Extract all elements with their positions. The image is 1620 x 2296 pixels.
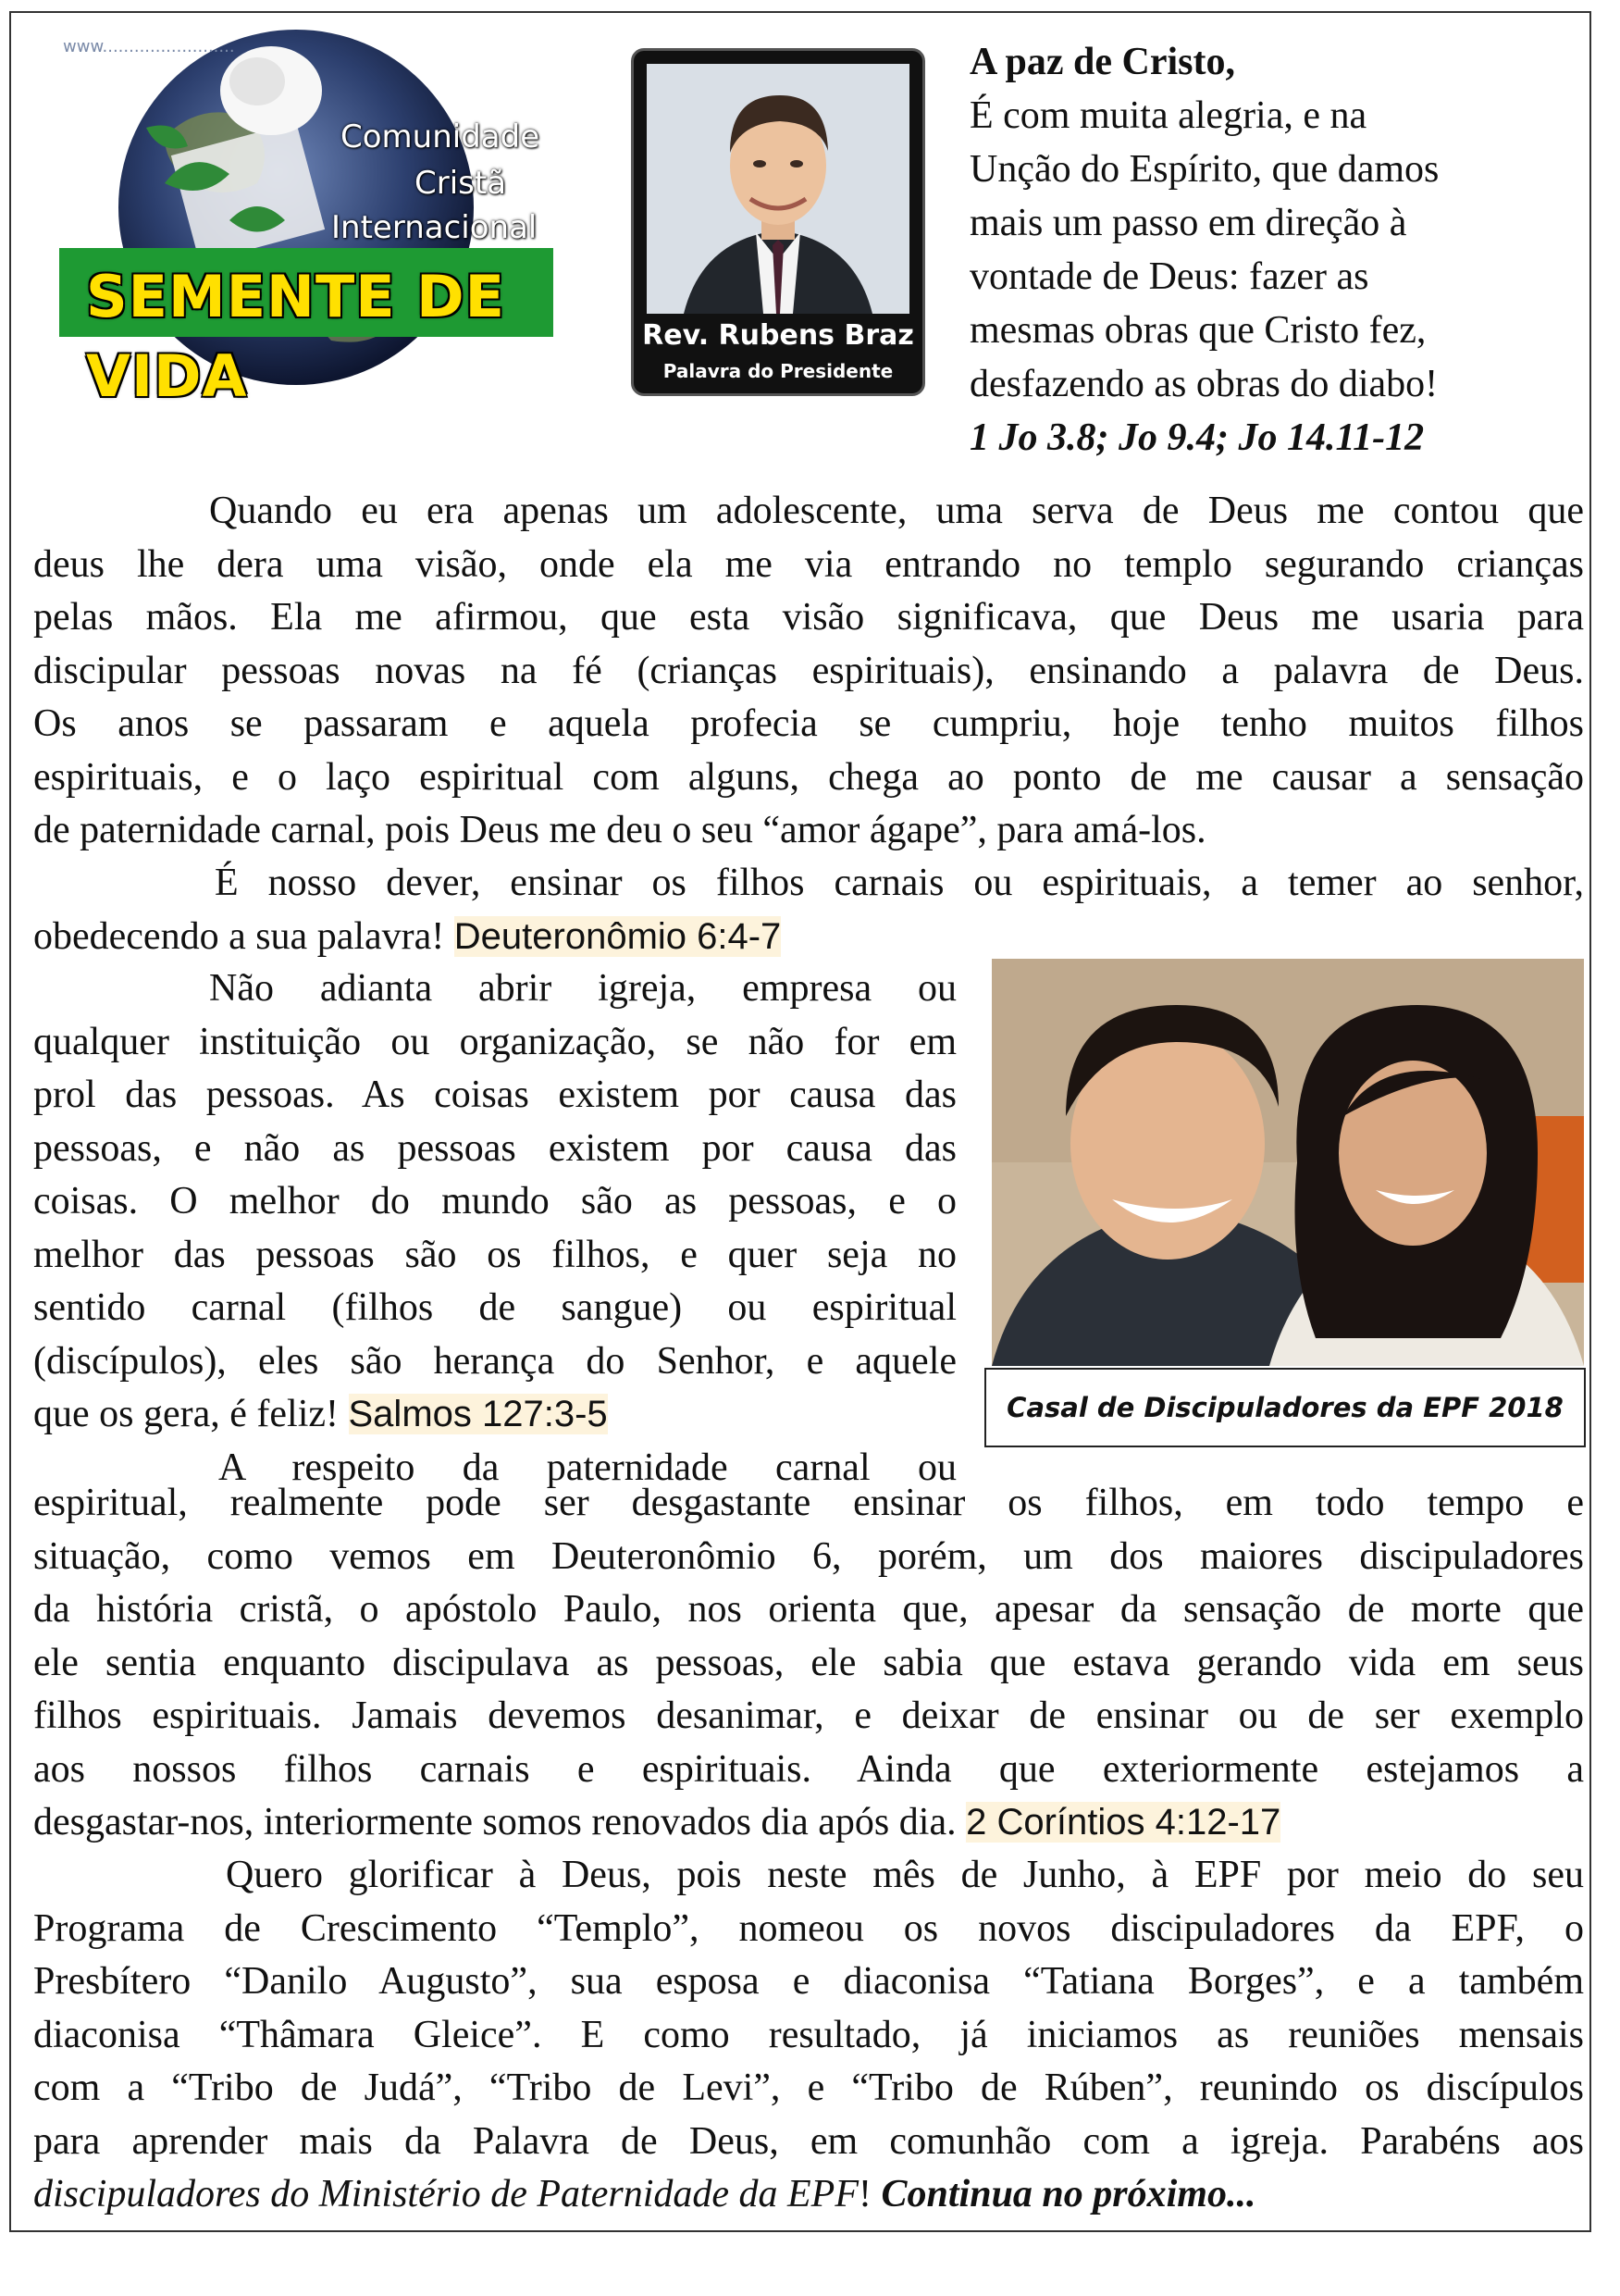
- p3-line: prol das pessoas. As coisas existem por causa das: [33, 1074, 957, 1116]
- p3-line: sentido carnal (filhos de sangue) ou espiritual: [33, 1286, 957, 1329]
- p3-line: que os gera, é feliz!: [33, 1393, 339, 1435]
- paragraph-2: [33, 857, 1584, 963]
- p1-line: Quando eu era apenas um adolescente, uma serva de Deus me contou que: [209, 490, 1584, 532]
- couple-photo: [992, 959, 1584, 1366]
- p1-line: pelas mãos. Ela me afirmou, que esta visão significava, que Deus me usaria para: [33, 596, 1584, 639]
- continue-note: Continua no próximo...: [881, 2173, 1256, 2215]
- p4-line: A respeito da paternidade carnal ou: [218, 1446, 957, 1489]
- president-portrait-card: [631, 48, 925, 396]
- greeting: A paz de Cristo,: [970, 41, 1235, 83]
- logo-line-3: Internacional: [331, 209, 538, 246]
- p1-line: Os anos se passaram e aquela profecia se cumpriu, hoje tenho muitos filhos: [33, 702, 1584, 745]
- paragraph-3: [33, 962, 957, 1495]
- p1-line: discipular pessoas novas na fé (crianças espirituais), ensinando a palavra de Deus.: [33, 649, 1584, 692]
- intro-block: [970, 35, 1580, 465]
- p3-line: qualquer instituição ou organização, se não for em: [33, 1020, 957, 1063]
- p5-line: Programa de Crescimento “Templo”, nomeou os novos discipuladores da EPF, o: [33, 1906, 1584, 1950]
- p4-line: espiritual, realmente pode ser desgastante ensinar os filhos, em todo tempo e: [33, 1482, 1584, 1524]
- watermark-url: www.........................: [63, 37, 235, 56]
- president-name: Rev. Rubens Braz: [642, 319, 914, 352]
- scripture-reference: Deuteronômio 6:4-7: [453, 915, 782, 957]
- p3-line: (discípulos), eles são herança do Senhor, e aquele: [33, 1339, 957, 1383]
- p5-line: Quero glorificar à Deus, pois neste mês de Junho, à EPF por meio do seu: [226, 1854, 1584, 1896]
- p4-line: situação, como vemos em Deuteronômio 6, porém, um dos maiores discipuladores: [33, 1534, 1584, 1578]
- p3-line: Não adianta abrir igreja, empresa ou: [209, 967, 957, 1010]
- scripture-reference: 2 Coríntios 4:12-17: [966, 1802, 1281, 1843]
- p3-line: pessoas, e não as pessoas existem por causa das: [33, 1126, 957, 1170]
- p1-line: de paternidade carnal, pois Deus me deu o seu “amor ágape”, para amá-los.: [33, 809, 1206, 851]
- logo-name: SEMENTE DE VIDA: [86, 263, 505, 410]
- p4-line: filhos espirituais. Jamais devemos desanimar, e deixar de ensinar ou de ser exemplo: [33, 1694, 1584, 1737]
- p2-line: É nosso dever, ensinar os filhos carnais ou espirituais, a temer ao senhor,: [215, 862, 1584, 904]
- p2-line: obedecendo a sua palavra!: [33, 914, 445, 958]
- p1-line: espirituais, e o laço espiritual com alguns, chega ao ponto de me causar a sensação: [33, 755, 1584, 799]
- intro-reference: 1 Jo 3.8; Jo 9.4; Jo 14.11-12: [970, 416, 1425, 459]
- p3-line: melhor das pessoas são os filhos, e quer seja no: [33, 1233, 957, 1276]
- p1-line: deus lhe dera uma visão, onde ela me via entrando no templo segurando crianças: [33, 542, 1584, 586]
- intro-line: mesmas obras que Cristo fez,: [970, 309, 1427, 352]
- photo-caption: Casal de Discipuladores da EPF 2018: [984, 1368, 1586, 1447]
- intro-line: vontade de Deus: fazer as: [970, 255, 1369, 298]
- paragraph-1: [33, 485, 1584, 858]
- paragraph-5: [33, 1849, 1584, 2222]
- p5-line: para aprender mais da Palavra de Deus, em comunhão com a igreja. Parabéns aos: [33, 2119, 1584, 2163]
- p3-line: coisas. O melhor do mundo são as pessoas, e o: [33, 1180, 957, 1222]
- intro-line: mais um passo em direção à: [970, 202, 1407, 244]
- president-role: Palavra do Presidente: [662, 360, 894, 382]
- logo-line-2: Cristã: [414, 165, 507, 202]
- p5-italic: discipuladores do Ministério de Paternidade da EPF: [33, 2173, 859, 2215]
- intro-line: Unção do Espírito, que damos: [970, 148, 1440, 191]
- p5-exclamation: !: [859, 2173, 872, 2215]
- intro-line: desfazendo as obras do diabo!: [970, 363, 1439, 405]
- logo-line-1: Comunidade: [340, 118, 540, 155]
- p5-line: com a “Tribo de Judá”, “Tribo de Levi”, e “Tribo de Rúben”, reunindo os discípulos: [33, 2066, 1584, 2109]
- p4-line: desgastar-nos, interiormente somos renovados dia após dia.: [33, 1801, 957, 1843]
- p4-line: ele sentia enquanto discipulava as pessoas, ele sabia que estava gerando vida em seus: [33, 1641, 1584, 1684]
- p4-line: da história cristã, o apóstolo Paulo, nos orienta que, apesar da sensação de morte que: [33, 1588, 1584, 1631]
- p4-line: aos nossos filhos carnais e espirituais. Ainda que exteriormente estejamos a: [33, 1747, 1584, 1791]
- president-photo: [647, 64, 909, 314]
- intro-line: É com muita alegria, e na: [970, 94, 1367, 137]
- paragraph-4: [33, 1477, 1584, 1850]
- scripture-reference: Salmos 127:3-5: [348, 1394, 608, 1434]
- p5-line: Presbítero “Danilo Augusto”, sua esposa e diaconisa “Tatiana Borges”, e a também: [33, 1960, 1584, 2003]
- p5-line: diaconisa “Thâmara Gleice”. E como resultado, já iniciamos as reuniões mensais: [33, 2013, 1584, 2056]
- church-logo: [54, 26, 553, 410]
